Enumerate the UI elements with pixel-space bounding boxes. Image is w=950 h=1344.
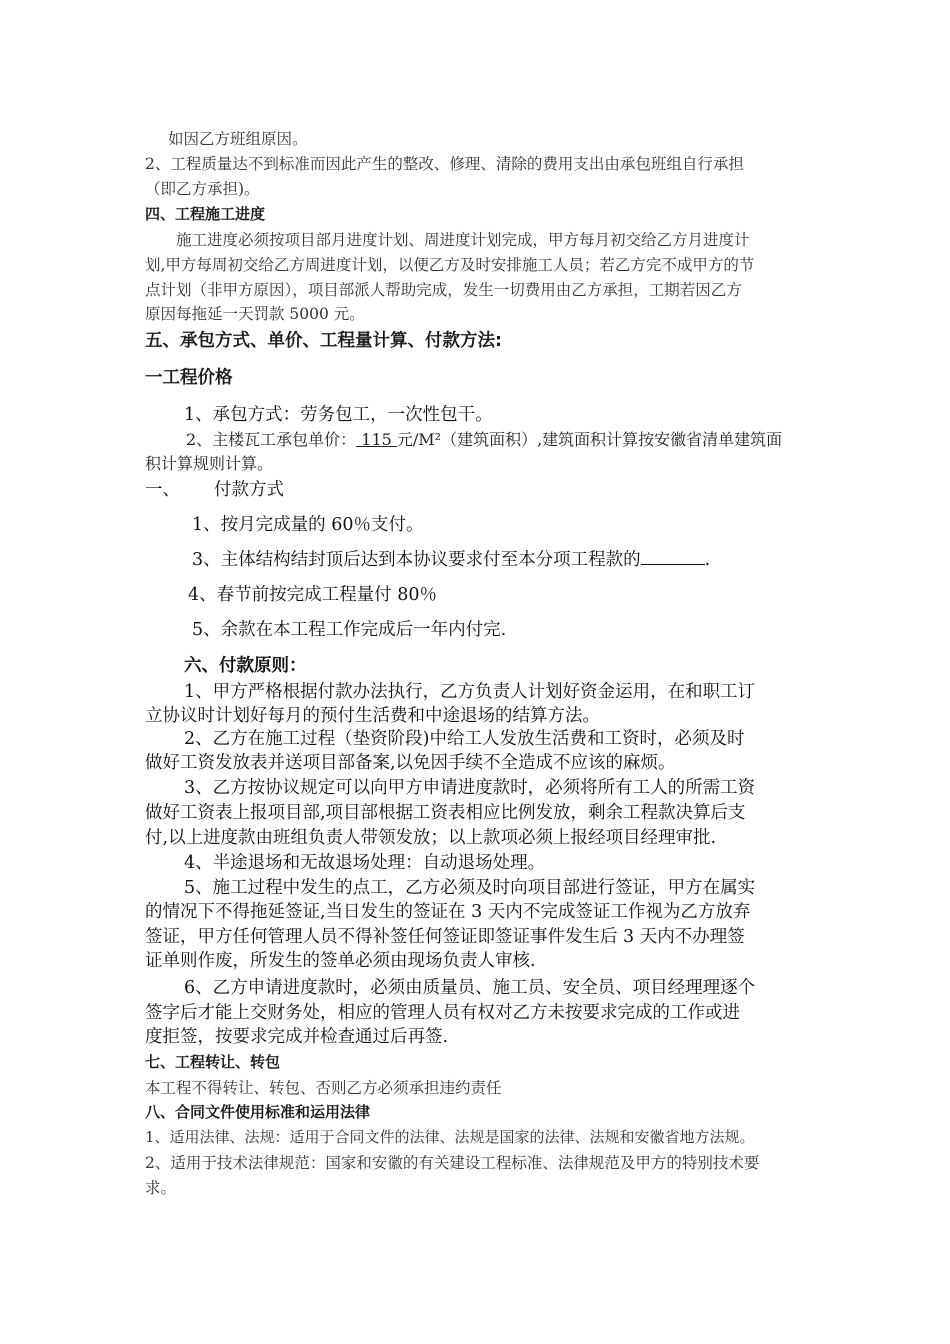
text-line: 付,以上进度款由班组负责人带领发放；以上款项必须上报经项目经理审批. [145, 828, 717, 848]
section-heading-6: 六、付款原则： [184, 656, 307, 676]
payment-method-label: 付款方式 [214, 480, 284, 500]
text-line: 做好工资表上报项目部,项目部根据工资表相应比例发放，剩余工程款决算后支 [145, 803, 746, 823]
section-heading-8: 八、合同文件使用标准和运用法律 [145, 1103, 371, 1121]
section-heading-5: 五、承包方式、单价、工程量计算、付款方法: [145, 331, 502, 351]
text-line: 施工进度必须按项目部月进度计划、周进度计划完成，甲方每月初交给乙方月进度计 [176, 231, 750, 249]
text-line: 1、按月完成量的 60％支付。 [192, 515, 424, 535]
text-line: 本工程不得转让、转包、否则乙方必须承担违约责任 [145, 1079, 502, 1097]
text-line: 5、余款在本工程工作完成后一年内付完. [192, 620, 507, 640]
text-line: 的情况下不得拖延签证,当日发生的签证在 3 天内不完成签证工作视为乙方放弃 [145, 902, 751, 922]
text-line: 做好工资发放表并送项目部备案,以免因手续不全造成不应该的麻烦。 [145, 753, 676, 773]
text-line: 6、乙方申请进度款时，必须由质量员、施工员、安全员、项目经理理逐个 [184, 978, 756, 998]
text-line: 2、乙方在施工过程（垫资阶段)中给工人发放生活费和工资时，必须及时 [184, 729, 745, 749]
unit-price-label: 2、主楼瓦工承包单价： [186, 430, 357, 449]
text-line: 2、工程质量达不到标准而因此产生的整改、修理、清除的费用支出由承包班组自行承担 [145, 155, 744, 173]
text-line: 划,甲方每周初交给乙方周进度计划，以便乙方及时安排施工人员；若乙方完不成甲方的节 [145, 256, 755, 274]
text-line: 2、适用于技术法律规范：国家和安徽的有关建设工程标准、法律规范及甲方的特别技术要 [145, 1154, 760, 1172]
text-line: 1、甲方严格根据付款办法执行，乙方负责人计划好资金运用，在和职工订 [184, 682, 756, 702]
text-line: 求。 [145, 1179, 177, 1197]
section-heading-4: 四、工程施工进度 [145, 205, 266, 223]
payment-item-3 [192, 546, 710, 571]
unit-price-desc: 元/M²（建筑面积）,建筑面积计算按安徽省清单建筑面 [396, 430, 783, 449]
text-line: 1、适用法律、法规：适用于合同文件的法律、法规是国家的法律、法规和安徽省地方法规。 [145, 1128, 755, 1146]
text-line: 签证，甲方任何管理人员不得补签任何签证即签证事件发生后 3 天内不办理签 [145, 927, 745, 947]
text-line: 签字后才能上交财务处，相应的管理人员有权对乙方未按要求完成的工作或进 [145, 1003, 740, 1023]
text-line: 1、承包方式：劳务包工，一次性包干。 [184, 405, 493, 425]
text-line: 4、半途退场和无故退场处理：自动退场处理。 [184, 853, 546, 873]
unit-price-value: 115 [356, 430, 397, 449]
text-line: 4、春节前按完成工程量付 80％ [188, 585, 437, 605]
blank-field [641, 550, 705, 565]
text-line: 5、施工过程中发生的点工，乙方必须及时向项目部进行签证，甲方在属实 [184, 878, 756, 898]
payment-item-3-end: . [704, 550, 711, 570]
text-line: （即乙方承担)。 [145, 180, 260, 198]
text-line: 原因每拖延一天罚款 5000 元。 [145, 305, 365, 323]
text-line: 积计算规则计算。 [145, 454, 274, 473]
text-line: 证单则作废，所发生的签单必须由现场负责人审核. [145, 951, 536, 971]
text-line: 如因乙方班组原因。 [168, 130, 308, 148]
text-line: 点计划（非甲方原因），项目部派人帮助完成，发生一切费用由乙方承担，工期若因乙方 [145, 281, 742, 299]
payment-item-3-text: 3、主体结构结封顶后达到本协议要求付至本分项工程款的 [192, 550, 641, 570]
text-line: 度拒签，按要求完成并检查通过后再签. [145, 1027, 449, 1047]
subsection-heading-price: 一工程价格 [145, 368, 233, 388]
unit-price-line [186, 427, 782, 450]
payment-method-number: 一、 [145, 480, 180, 500]
text-line: 立协议时计划好每月的预付生活费和中途退场的结算方法。 [145, 706, 600, 726]
section-heading-7: 七、工程转让、转包 [145, 1053, 281, 1071]
payment-method-heading [145, 476, 284, 501]
text-line: 3、乙方按协议规定可以向甲方申请进度款时，必须将所有工人的所需工资 [184, 778, 756, 798]
